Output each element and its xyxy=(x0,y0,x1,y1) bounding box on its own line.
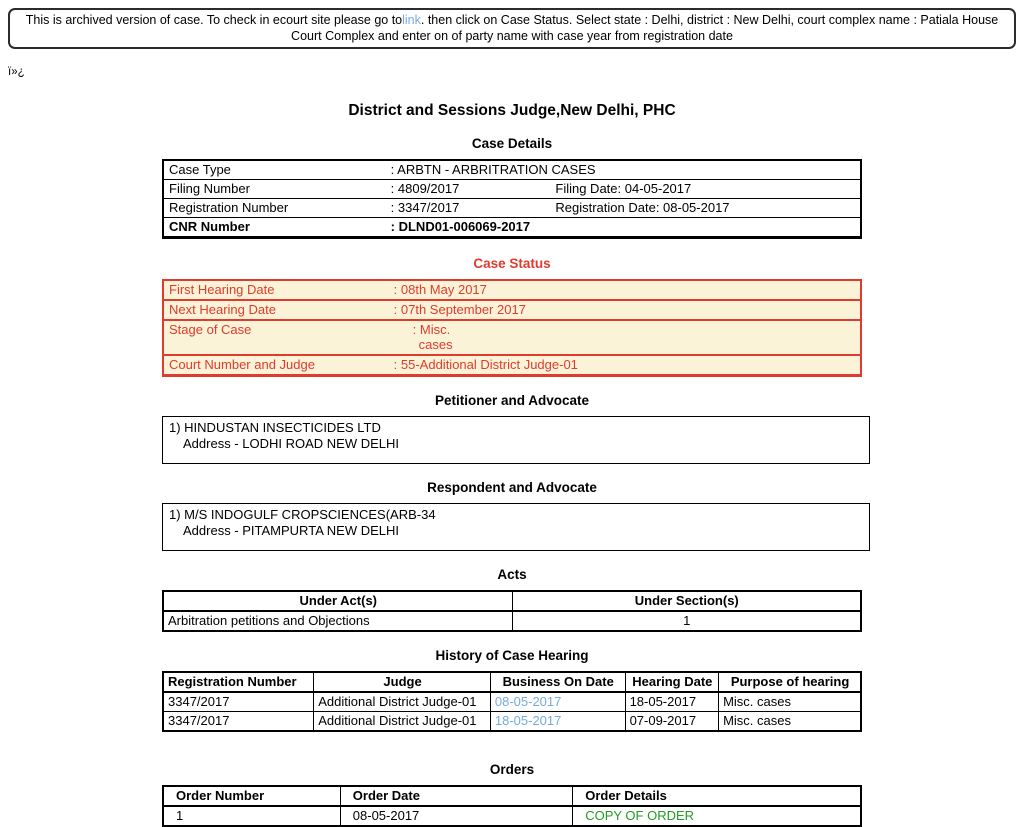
petitioner-heading: Petitioner and Advocate xyxy=(434,393,590,408)
table-row xyxy=(163,160,861,180)
table-row xyxy=(163,692,861,712)
ecourt-site-link[interactable]: link xyxy=(402,13,421,27)
orders-heading: Orders xyxy=(489,762,535,777)
registration-number-label: Registration Number xyxy=(163,199,386,218)
table-row xyxy=(163,300,861,320)
case-type-label: Case Type xyxy=(169,162,231,177)
table-row xyxy=(163,806,861,826)
registration-date-value: Registration Date: 08-05-2017 xyxy=(550,199,861,218)
respondent-address: Address - PITAMPURTA NEW DELHI xyxy=(183,523,399,538)
table-row xyxy=(163,180,861,199)
filing-number-value: : 4809/2017 xyxy=(386,180,551,199)
history-hearing-date: 18-05-2017 xyxy=(625,692,719,712)
copy-of-order-link[interactable]: COPY OF ORDER xyxy=(585,808,695,823)
stage-of-case-value xyxy=(386,320,861,355)
petitioner-name: 1) HINDUSTAN INSECTICIDES LTD xyxy=(169,420,381,435)
first-hearing-date-value: : 08th May 2017 xyxy=(393,282,487,297)
under-acts-header: Under Act(s) xyxy=(163,591,512,611)
case-status-table xyxy=(162,279,862,377)
petitioner-box xyxy=(162,416,870,464)
acts-table xyxy=(162,590,862,632)
table-row xyxy=(163,218,861,238)
stage-of-case-line1: : Misc. xyxy=(412,322,451,337)
section-value: 1 xyxy=(512,611,861,631)
banner-text-before: This is archived version of case. To check in ecourt site please go to xyxy=(25,13,403,27)
table-header-row xyxy=(163,672,861,692)
acts-heading: Acts xyxy=(497,567,527,582)
first-hearing-date-label: First Hearing Date xyxy=(169,282,275,297)
stage-of-case-line2: cases xyxy=(418,337,453,352)
case-details-table xyxy=(162,159,862,239)
history-hearing-date: 07-09-2017 xyxy=(625,712,719,732)
archived-notice-banner xyxy=(8,8,1016,49)
history-purpose: Misc. cases xyxy=(719,692,861,712)
history-header-registration-number: Registration Number xyxy=(163,672,314,692)
filing-number-label: Filing Number xyxy=(163,180,386,199)
cnr-number-label: CNR Number xyxy=(163,218,386,238)
business-on-date-link[interactable]: 08-05-2017 xyxy=(494,694,562,709)
table-row xyxy=(163,199,861,218)
table-row xyxy=(163,280,861,300)
history-table xyxy=(162,671,862,732)
banner-text-after: . then click on Case Status. Select state : Delhi, district : New Delhi, court complex name : Patiala House Court Complex and enter on of party name with case year from registration date xyxy=(291,13,999,43)
history-business-on-date-cell xyxy=(490,692,625,712)
business-on-date-link[interactable]: 18-05-2017 xyxy=(494,713,562,728)
history-header-business-on-date: Business On Date xyxy=(490,672,625,692)
history-business-on-date-cell xyxy=(490,712,625,732)
table-row xyxy=(163,320,861,355)
history-header-hearing-date: Hearing Date xyxy=(625,672,719,692)
orders-header-order-details: Order Details xyxy=(573,786,861,806)
orders-table xyxy=(162,785,862,827)
order-number: 1 xyxy=(163,806,340,826)
history-heading: History of Case Hearing xyxy=(435,648,589,663)
orders-header-order-date: Order Date xyxy=(340,786,572,806)
filing-date-value: Filing Date: 04-05-2017 xyxy=(550,180,861,199)
history-registration-number: 3347/2017 xyxy=(163,692,314,712)
court-number-judge-value: : 55-Additional District Judge-01 xyxy=(386,355,861,376)
history-registration-number: 3347/2017 xyxy=(163,712,314,732)
bom-artifact-text: ï»¿ xyxy=(8,66,25,78)
under-sections-header: Under Section(s) xyxy=(512,591,861,611)
table-row xyxy=(163,611,861,631)
history-purpose: Misc. cases xyxy=(719,712,861,732)
order-details-cell xyxy=(573,806,861,826)
stage-of-case-label: Stage of Case xyxy=(163,320,386,355)
table-header-row xyxy=(163,591,861,611)
act-value: Arbitration petitions and Objections xyxy=(163,611,512,631)
registration-number-value: : 3347/2017 xyxy=(386,199,551,218)
order-date: 08-05-2017 xyxy=(340,806,572,826)
page-title: District and Sessions Judge,New Delhi, PHC xyxy=(348,102,676,119)
cnr-number-value: : DLND01-006069-2017 xyxy=(386,218,861,238)
next-hearing-date-label: Next Hearing Date xyxy=(163,300,386,320)
court-number-judge-label: Court Number and Judge xyxy=(163,355,386,376)
respondent-heading: Respondent and Advocate xyxy=(427,480,597,495)
respondent-box xyxy=(162,503,870,551)
table-header-row xyxy=(163,786,861,806)
history-judge: Additional District Judge-01 xyxy=(314,712,491,732)
petitioner-address: Address - LODHI ROAD NEW DELHI xyxy=(183,436,399,451)
respondent-name: 1) M/S INDOGULF CROPSCIENCES(ARB-34 xyxy=(169,507,436,522)
history-judge: Additional District Judge-01 xyxy=(314,692,491,712)
case-type-value: : ARBTN - ARBRITRATION CASES xyxy=(390,162,596,177)
case-details-heading: Case Details xyxy=(471,136,553,151)
next-hearing-date-value: : 07th September 2017 xyxy=(386,300,861,320)
table-row xyxy=(163,355,861,376)
orders-header-order-number: Order Number xyxy=(163,786,340,806)
history-header-purpose: Purpose of hearing xyxy=(719,672,861,692)
table-row xyxy=(163,712,861,732)
history-header-judge: Judge xyxy=(314,672,491,692)
case-status-heading: Case Status xyxy=(473,256,551,271)
